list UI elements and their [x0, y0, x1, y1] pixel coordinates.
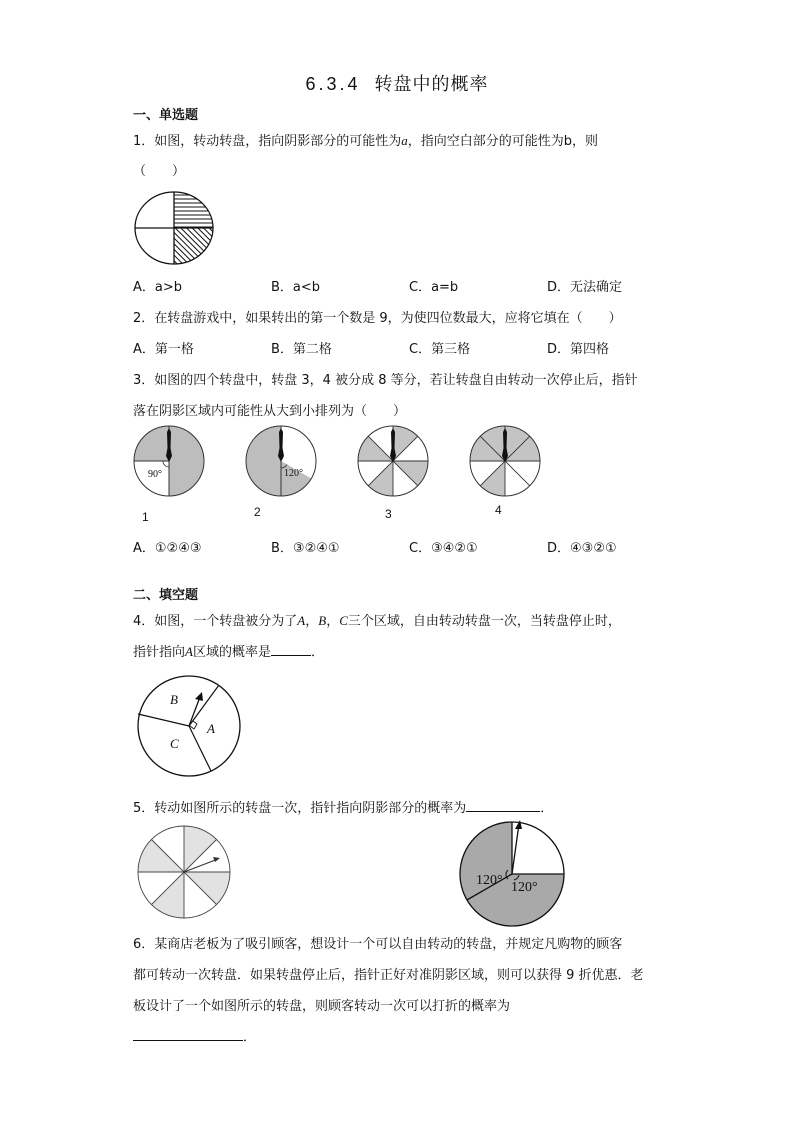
section-fill-blank: 二、填空题	[133, 588, 199, 603]
q4-answer-blank[interactable]	[271, 643, 311, 656]
q3-option-b[interactable]: B．③②④①	[271, 541, 340, 556]
q3-line1: 3．如图的四个转盘中，转盘 3，4 被分成 8 等分，若让转盘自由转动一次停止后，指针	[133, 373, 638, 388]
section-single-choice: 一、单选题	[133, 108, 199, 123]
q2-text: 2．在转盘游戏中，如果转出的第一个数是 9，为使四位数最大，应将它填在（ ）	[133, 311, 622, 326]
page-title	[0, 70, 794, 96]
q3-option-a[interactable]: A．①②④③	[133, 541, 202, 556]
q1-var-a: a	[401, 133, 408, 148]
q6-answer-blank[interactable]	[133, 1028, 243, 1041]
q4-line2	[133, 641, 324, 660]
q3-label-3: 3	[385, 507, 392, 521]
q5-angle-bottom: 120°	[511, 880, 538, 895]
q4-var-a: A	[297, 613, 306, 628]
q4-spinner	[136, 674, 242, 778]
q2-option-b[interactable]: B．第二格	[271, 342, 332, 357]
q4-sep2: ，	[326, 614, 340, 629]
q1-option-b[interactable]: B．a<b	[271, 280, 321, 295]
q2-option-d[interactable]: D．第四格	[547, 342, 610, 357]
q5-spinner-right	[458, 820, 566, 928]
q6-answer-line	[133, 1026, 256, 1045]
q3-label-4: 4	[495, 503, 502, 517]
q6-line3: 板设计了一个如图所示的转盘，则顾客转动一次可以打折的概率为	[133, 999, 511, 1014]
title-number: 6.3.4	[305, 74, 361, 94]
q1-paren: （ ）	[133, 164, 186, 179]
q6-line1: 6．某商店老板为了吸引顾客，想设计一个可以自由转动的转盘，并规定凡购物的顾客	[133, 937, 623, 952]
q3-option-c[interactable]: C．③④②①	[409, 541, 478, 556]
q4-line1a: 4．如图，一个转盘被分为了	[133, 614, 298, 629]
q4-line2-end: ．	[310, 645, 324, 660]
q4-var-c: C	[339, 613, 348, 628]
q1-option-d[interactable]: D．无法确定	[547, 280, 623, 295]
q2-option-c[interactable]: C．第三格	[409, 342, 471, 357]
q5-answer-blank[interactable]	[466, 799, 540, 812]
q5-text-main: 5．转动如图所示的转盘一次，指针指向阴影部分的概率为	[133, 801, 467, 816]
q4-var-b: B	[318, 613, 327, 628]
q4-line1	[133, 610, 621, 629]
q6-line2: 都可转动一次转盘．如果转盘停止后，指针正好对准阴影区域，则可以获得 9 折优惠．老	[133, 968, 644, 983]
q4-line2b: 区域的概率是	[192, 645, 271, 660]
q1-line1b: ，指向空白部分的可能性为b，则	[407, 134, 599, 149]
q1-option-c[interactable]: C．a=b	[409, 280, 459, 295]
q3-spinner-2	[244, 424, 318, 498]
q1-line1: 1．如图，转动转盘，指向阴影部分的可能性为	[133, 134, 402, 149]
q3-angle-120: 120°	[284, 468, 303, 479]
q3-spinner-4	[468, 424, 542, 498]
q4-line1b: 三个区域，自由转动转盘一次，当转盘停止时，	[347, 614, 621, 629]
q4-sep1: ，	[305, 614, 319, 629]
q3-label-2: 2	[254, 505, 261, 519]
q3-line2: 落在阴影区域内可能性从大到小排列为（ ）	[133, 404, 407, 419]
q4-label-b: B	[170, 692, 178, 707]
q5-text	[133, 797, 553, 816]
q5-spinner-left	[136, 824, 232, 920]
q2-option-a[interactable]: A．第一格	[133, 342, 194, 357]
q3-angle-90: 90°	[148, 469, 162, 480]
q4-var-a-2: A	[185, 644, 193, 659]
q4-label-a: A	[207, 721, 215, 736]
q1-spinner	[133, 190, 217, 270]
q3-label-1: 1	[142, 510, 149, 524]
q3-option-d[interactable]: D．④③②①	[547, 541, 617, 556]
q3-spinner-3	[356, 424, 430, 498]
q6-end: ．	[243, 1030, 257, 1045]
title-text: 转盘中的概率	[374, 74, 489, 95]
q5-end: ．	[540, 801, 554, 816]
q4-label-c: C	[170, 736, 179, 751]
q4-line2a: 指针指向	[133, 645, 186, 660]
q3-spinner-1	[132, 424, 206, 498]
q5-angle-left: 120°	[476, 873, 503, 888]
q1-option-a[interactable]: A．a>b	[133, 280, 183, 295]
q1-text	[133, 130, 598, 149]
